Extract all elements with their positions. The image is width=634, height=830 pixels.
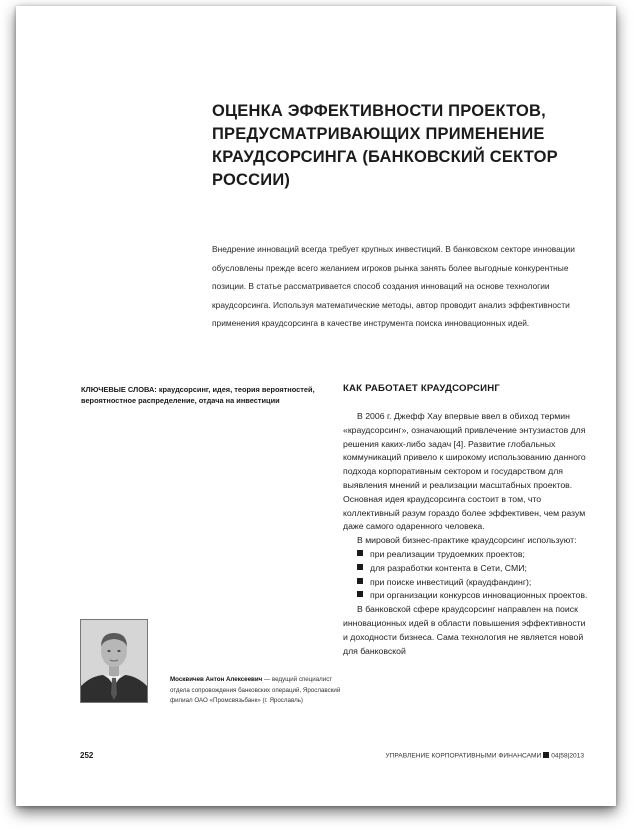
list-item: при реализации трудоемких проектов; <box>343 548 588 562</box>
square-bullet-icon <box>357 578 363 584</box>
body-paragraph-2: В мировой бизнес-практике краудсорсинг используют: <box>357 535 577 546</box>
author-name: Москвичев Антон Алексеевич <box>170 676 263 683</box>
article-body <box>343 410 588 658</box>
journal-page <box>16 6 616 806</box>
page-number: 252 <box>80 751 94 760</box>
journal-name: УПРАВЛЕНИЕ КОРПОРАТИВНЫМИ ФИНАНСАМИ <box>385 752 542 760</box>
journal-footer <box>385 752 584 760</box>
article-title: ОЦЕНКА ЭФФЕКТИВНОСТИ ПРОЕКТОВ, ПРЕДУСМАТРИВАЮЩИХ ПРИМЕНЕНИЕ КРАУДСОРСИНГА (БАНКОВСКИЙ СЕКТОР РОССИИ) <box>212 102 558 189</box>
list-item: для разработки контента в Сети, СМИ; <box>343 562 588 576</box>
list-item: при организации конкурсов инновационных проектов. <box>343 589 588 603</box>
keywords-label: КЛЮЧЕВЫЕ СЛОВА: <box>81 385 157 394</box>
keywords-text: краудсорсинг, идея, теория вероятностей, вероятностное распределение, отдача на инвестиции <box>81 385 315 405</box>
list-item: при поиске инвестиций (краудфандинг); <box>343 576 588 590</box>
author-portrait-icon <box>81 620 147 702</box>
square-bullet-icon <box>357 591 363 597</box>
journal-issue: 04|58|2013 <box>551 752 584 760</box>
author-info <box>170 675 345 707</box>
square-bullet-icon <box>357 564 363 570</box>
article-abstract: Внедрение инноваций всегда требует крупных инвестиций. В банковском секторе инновации обусловлены прежде всего желанием игроков рынка занять более выгодные конкурентные позиции. В статье рассматривается способ создания инноваций на основе технологии краудсорсинга. Используя математические методы, автор проводит анализ эффективности применения краудсорсинга в качестве инструмента поиска инновационных идей. <box>212 244 575 329</box>
body-paragraph-1: В 2006 г. Джефф Хау впервые ввел в обиход термин «краудсорсинг», означающий привлечение энтузиастов для решения каких-либо задач [4]. Развитие глобальных коммуникаций привело к широкому использованию данного подхода корпоративным сектором и государством для выявления мнений и реализации масштабных проектов. Основная идея краудсорсинга состоит в том, что коллективный разум гораздо более эффективен, чем разум даже самого одаренного человека. <box>343 411 586 532</box>
square-bullet-icon <box>357 550 363 556</box>
keywords <box>81 384 351 406</box>
square-separator-icon <box>543 752 549 758</box>
section-heading: КАК РАБОТАЕТ КРАУДСОРСИНГ <box>343 383 501 394</box>
author-photo <box>80 619 148 703</box>
body-paragraph-3: В банковской сфере краудсорсинг направлен на поиск инновационных идей в области повышения эффективности и доходности бизнеса. Сама технология не является новой для банковской <box>343 604 586 656</box>
bullet-list <box>343 548 588 603</box>
author-details: — ведущий специалист отдела сопровождения банковских операций, Ярославский филиал ОАО «Промсвязьбанк» (г. Ярославль) <box>170 676 341 705</box>
